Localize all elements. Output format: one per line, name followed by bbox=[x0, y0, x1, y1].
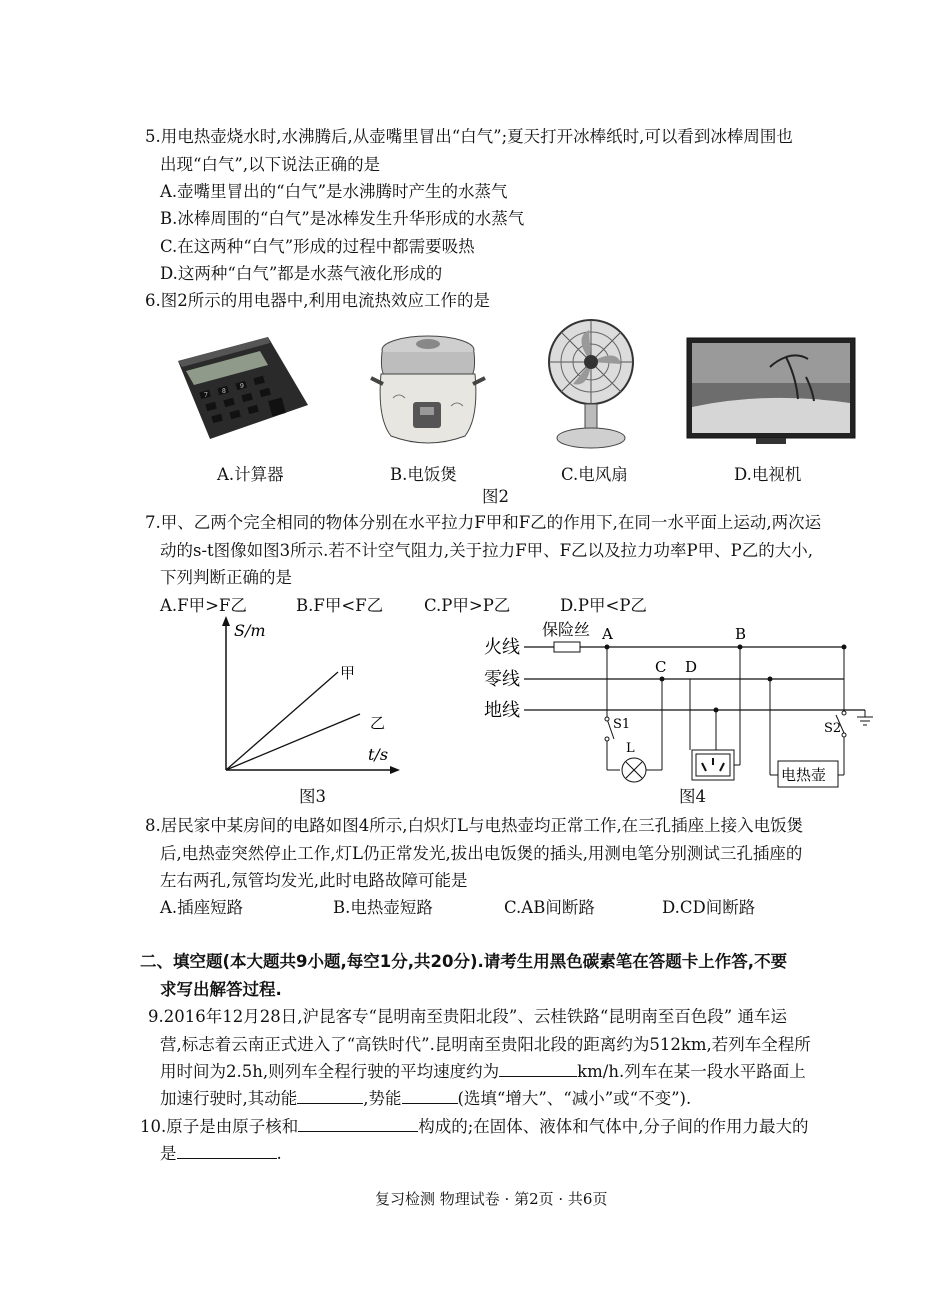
q5-line2: 出现“白气”,以下说法正确的是 bbox=[160, 155, 381, 174]
svg-text:9: 9 bbox=[240, 383, 244, 390]
x-axis-label: t/s bbox=[368, 745, 389, 764]
q8-option-a: A.插座短路 bbox=[160, 898, 244, 917]
q10-line1-text-a: 10.原子是由原子核和 bbox=[140, 1117, 299, 1136]
figure-3-st-graph bbox=[200, 610, 410, 785]
q6-option-c: C.电风扇 bbox=[561, 465, 628, 484]
point-a-label: A bbox=[602, 625, 613, 643]
q10-blank-state[interactable] bbox=[177, 1144, 277, 1159]
q7-option-b: B.F甲<F乙 bbox=[296, 596, 384, 615]
q7-option-d: D.P甲<P乙 bbox=[560, 596, 647, 615]
figure-4-caption: 图4 bbox=[679, 787, 706, 806]
q5-option-b: B.冰棒周围的“白气”是冰棒发生升华形成的水蒸气 bbox=[160, 209, 525, 228]
television-image bbox=[686, 337, 856, 447]
q9-line4 bbox=[160, 1088, 691, 1110]
y-axis-arrow bbox=[222, 616, 230, 626]
q9-line4-text-c: (选填“增大”、“减小”或“不变”). bbox=[457, 1089, 692, 1108]
q5-option-c: C.在这两种“白气”形成的过程中都需要吸热 bbox=[160, 237, 475, 256]
q5-option-d: D.这两种“白气”都是水蒸气液化形成的 bbox=[160, 264, 443, 283]
q6-option-a: A.计算器 bbox=[217, 465, 284, 484]
electric-fan-image bbox=[543, 318, 639, 452]
q9-blank-speed[interactable] bbox=[499, 1062, 577, 1077]
q6-option-d: D.电视机 bbox=[734, 465, 802, 484]
q8-line3: 左右两孔,氖管均发光,此时电路故障可能是 bbox=[160, 871, 468, 890]
q8-option-d: D.CD间断路 bbox=[662, 898, 756, 917]
point-d-label: D bbox=[685, 658, 698, 676]
q9-line3-text-a: 用时间为2.5h,则列车全程行驶的平均速度约为 bbox=[160, 1062, 500, 1081]
q8-option-c: C.AB间断路 bbox=[504, 898, 595, 917]
q7-option-c: C.P甲>P乙 bbox=[424, 596, 511, 615]
q7-option-a: A.F甲>F乙 bbox=[160, 596, 247, 615]
q10-line2-text-a: 是 bbox=[160, 1144, 177, 1163]
q9-line2: 营,标志着云南正式进入了“高铁时代”.昆明南至贵阳北段的距离约为512km,若列车全程所 bbox=[160, 1035, 811, 1054]
q10-blank-atom[interactable] bbox=[298, 1117, 418, 1132]
figure-2-caption: 图2 bbox=[482, 487, 509, 506]
y-axis-label: S/m bbox=[234, 621, 266, 640]
line-jia bbox=[226, 672, 338, 770]
figure-4-circuit bbox=[480, 615, 880, 790]
kettle-label: 电热壶 bbox=[781, 766, 827, 784]
q6-stem: 6.图2所示的用电器中,利用电流热效应工作的是 bbox=[145, 291, 490, 310]
fuse bbox=[554, 642, 580, 652]
q10-line1-text-b: 构成的;在固体、液体和气体中,分子间的作用力最大的 bbox=[418, 1117, 809, 1136]
q7-line2: 动的s-t图像如图3所示.若不计空气阻力,关于拉力F甲、F乙以及拉力功率P甲、P乙的大小, bbox=[160, 541, 814, 560]
q8-option-b: B.电热壶短路 bbox=[333, 898, 433, 917]
q10-line2 bbox=[160, 1143, 282, 1165]
q7-line1: 7.甲、乙两个完全相同的物体分别在水平拉力F甲和F乙的作用下,在同一水平面上运动,两次运 bbox=[145, 513, 822, 532]
q9-line4-text-a: 加速行驶时,其动能 bbox=[160, 1089, 298, 1108]
switch-s2-label: S2 bbox=[824, 721, 842, 736]
q9-line4-text-b: ,势能 bbox=[363, 1089, 402, 1108]
q9-line3 bbox=[160, 1061, 806, 1083]
q9-line3-text-b: km/h.列车在某一段水平路面上 bbox=[577, 1062, 806, 1081]
point-c-label: C bbox=[655, 658, 667, 676]
q8-line2: 后,电热壶突然停止工作,灯L仍正常发光,拔出电饭煲的插头,用测电笔分别测试三孔插座的 bbox=[160, 844, 803, 863]
switch-s1-label: S1 bbox=[613, 717, 631, 732]
q9-blank-kinetic[interactable] bbox=[297, 1089, 363, 1104]
q8-line1: 8.居民家中某房间的电路如图4所示,白炽灯L与电热壶均正常工作,在三孔插座上接入电饭煲 bbox=[145, 816, 804, 835]
fuse-label: 保险丝 bbox=[542, 620, 591, 639]
svg-text:7: 7 bbox=[204, 392, 208, 399]
line-yi-label: 乙 bbox=[370, 714, 386, 732]
calculator-image bbox=[170, 333, 310, 441]
q7-line3: 下列判断正确的是 bbox=[160, 568, 292, 587]
q10-line2-text-b: . bbox=[276, 1144, 282, 1163]
rice-cooker-image bbox=[363, 328, 493, 448]
page-footer: 复习检测 物理试卷 · 第2页 · 共6页 bbox=[375, 1190, 608, 1208]
lamp-l-label: L bbox=[626, 741, 635, 756]
section-2-heading-line1: 二、填空题(本大题共9小题,每空1分,共20分).请考生用黑色碳素笔在答题卡上作答,不要 bbox=[140, 952, 788, 971]
line-yi bbox=[226, 714, 360, 770]
figure-3-caption: 图3 bbox=[299, 787, 326, 806]
q5-line1: 5.用电热壶烧水时,水沸腾后,从壶嘴里冒出“白气”;夏天打开冰棒纸时,可以看到冰棒周围也 bbox=[145, 127, 793, 146]
live-wire-label: 火线 bbox=[484, 637, 520, 658]
q9-line1: 9.2016年12月28日,沪昆客专“昆明南至贵阳北段”、云桂铁路“昆明南至百色段” 通车运 bbox=[148, 1007, 787, 1026]
svg-text:8: 8 bbox=[222, 388, 226, 395]
ground-wire-label: 地线 bbox=[484, 700, 520, 721]
x-axis-arrow bbox=[390, 766, 400, 774]
q9-blank-potential[interactable] bbox=[402, 1089, 458, 1104]
neutral-wire-label: 零线 bbox=[484, 669, 520, 690]
q10-line1 bbox=[140, 1116, 809, 1138]
q5-option-a: A.壶嘴里冒出的“白气”是水沸腾时产生的水蒸气 bbox=[160, 182, 508, 201]
point-b-label: B bbox=[735, 625, 747, 643]
section-2-heading-line2: 求写出解答过程. bbox=[160, 980, 282, 999]
q6-option-b: B.电饭煲 bbox=[390, 465, 457, 484]
line-jia-label: 甲 bbox=[340, 664, 356, 682]
